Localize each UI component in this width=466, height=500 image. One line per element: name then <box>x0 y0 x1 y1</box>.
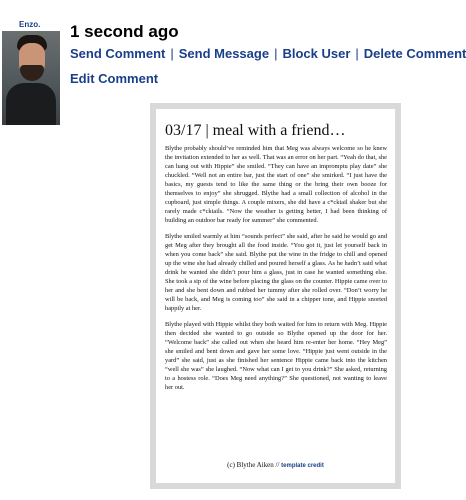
entry-credit <box>156 461 395 471</box>
avatar[interactable] <box>2 31 60 125</box>
send-message-link[interactable]: Send Message <box>178 46 270 61</box>
username[interactable]: Enzo. <box>19 20 41 29</box>
action-separator: | <box>274 46 278 61</box>
delete-comment-link[interactable]: Delete Comment <box>363 46 466 61</box>
entry-paragraph: Blythe smiled warmly at him “sounds perfect” she said, after he said he would go and get Meg after they brought all the food inside. “You got it, just let yourself back in when you come back” she said. Blythe put the wine in the fridge to chill and opened up the wine she had already chilled and poured herself a glass. As he hadn’t said what drink he wanted she didn’t pour him a glass, just in case he wanted something else. She took a sip of the wine before placing the glass on the counter. Hippie came over to her and she bent down and rubbed her tummy after she rolled over. “Don’t worry he will be back, and Meg is coming too” she said in a chipper tone, and Hippie snorted happily at her. <box>165 233 387 312</box>
journal-entry-frame <box>150 103 401 489</box>
edit-comment-link[interactable]: Edit Comment <box>70 71 159 86</box>
credit-text: (c) Blythe Aiken // <box>227 461 280 469</box>
comment-timestamp: 1 second ago <box>70 22 179 41</box>
entry-title: 03/17 | meal with a friend… <box>165 122 346 139</box>
entry-paragraph: Blythe probably should’ve reminded him that Meg was always welcome so he knew the invitation extended to her as well. That was an error on her part. “Yeah do that, she can hang out with Hippie” she smiled. “They can have an impromptu play date” she chuckled. “Well not an entire bar, just the start of one” she smirked. “I just have the basics, my guests tend to like the same thing or the bring their own booze for themselves to enjoy” she shrugged. Blythe had a small collection of alcohol in the cupboard, just simple things. A couple mixers, she did have a c*cktail shaker but she rarely made c*cktails. “Now the weather is getting better, I had been thinking of building an outdoor bar ready for summer” she commented. <box>165 145 387 224</box>
send-comment-link[interactable]: Send Comment <box>70 46 166 61</box>
entry-paragraph: Blythe played with Hippie whilst they both waited for him to return with Meg. Hippie then decided she wanted to go outside so Blythe opened up the door for her. “Welcome back” she called out when she heard him re-enter her home. “Hey Meg” she smiled and bent down and gave her some love. “Hippie just went outside in the yard” she said, just as she finished her sentence Hippie came back into the kitchen “well she was” she laughed. “Now what can I get to you drink?” She asked, returning to a hostess role. “Does Meg need anything?” She questioned, not wanting to leave her out. <box>165 321 387 391</box>
template-credit-link[interactable]: template credit <box>281 463 324 469</box>
comment-actions <box>70 45 466 62</box>
block-user-link[interactable]: Block User <box>282 46 351 61</box>
action-separator: | <box>355 46 359 61</box>
avatar-body <box>6 83 56 125</box>
avatar-beard <box>20 65 44 81</box>
journal-entry <box>156 109 395 483</box>
entry-body <box>165 144 387 392</box>
action-separator: | <box>170 46 174 61</box>
